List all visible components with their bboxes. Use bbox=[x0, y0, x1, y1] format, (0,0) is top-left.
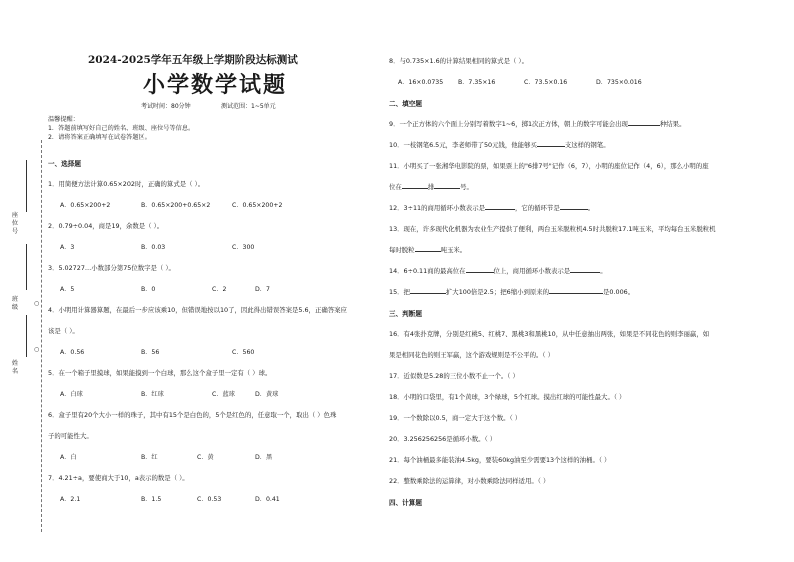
answer-blank[interactable] bbox=[560, 203, 588, 210]
option-c[interactable]: C．73.5×0.16 bbox=[524, 79, 568, 86]
question-16-cont: 果是相同花色的则王军赢，这个游戏规则是不公平的。（ ） bbox=[389, 351, 554, 359]
binding-circle: ○ bbox=[34, 346, 40, 353]
option-a[interactable]: A．0.56 bbox=[60, 349, 85, 356]
option-d[interactable]: D．黑 bbox=[255, 454, 273, 461]
option-c[interactable]: C．300 bbox=[232, 244, 255, 251]
tip-item: 2．请将答案正确填写在试卷答题区。 bbox=[48, 134, 151, 141]
tips-heading: 温馨提醒： bbox=[48, 116, 79, 123]
option-b[interactable]: B．红球 bbox=[141, 391, 164, 398]
option-a[interactable]: A．白 bbox=[60, 454, 77, 461]
option-c[interactable]: C．2 bbox=[212, 286, 227, 293]
binding-dashed-line bbox=[41, 140, 42, 532]
q9-text-end: 种结果。 bbox=[659, 120, 686, 128]
option-a[interactable]: A．0.65×200+2 bbox=[60, 202, 111, 209]
option-a[interactable]: A．白球 bbox=[60, 391, 83, 398]
question-9 bbox=[389, 119, 685, 128]
answer-blank[interactable] bbox=[434, 182, 460, 189]
question-8: 8．与0.735×1.6的计算结果相同的算式是（ ）。 bbox=[389, 57, 528, 65]
option-b[interactable]: B．红 bbox=[141, 454, 158, 461]
class-label: 班级 bbox=[11, 296, 19, 311]
question-17: 17．近似数是5.28的三位小数不止一个。（ ） bbox=[389, 372, 519, 380]
tip-item: 1．答题前填写好自己的姓名、班级、座位号等信息。 bbox=[48, 125, 195, 132]
q10-text: 10．一枝钢笔6.5元，李老师带了50元钱，他能够买 bbox=[389, 141, 537, 149]
option-d[interactable]: D．735×0.016 bbox=[596, 79, 642, 86]
question-14 bbox=[389, 266, 607, 275]
option-b[interactable]: B．0 bbox=[141, 286, 156, 293]
question-22: 22．整数乘除法的运算律，对小数乘除法同样适用。（ ） bbox=[389, 477, 550, 485]
question-6-cont: 子的可能性大。 bbox=[48, 432, 93, 440]
seat-line bbox=[26, 160, 27, 212]
q15-text-mid: 扩大100倍是2.5；把6缩小到原来的 bbox=[445, 288, 550, 296]
question-19: 19．一个数除以0.5，商一定大于这个数。（ ） bbox=[389, 414, 522, 422]
q11-text-mid: 排 bbox=[427, 183, 435, 191]
name-label: 姓名 bbox=[11, 360, 19, 375]
question-6: 6．盒子里有20个大小一样的珠子，其中有15个是白色的，5个是红色的，任意取一个，取出（ ）色珠 bbox=[48, 411, 337, 419]
question-4-cont: 该是（ ）。 bbox=[48, 327, 79, 335]
option-a[interactable]: A．16×0.0735 bbox=[398, 79, 444, 86]
question-13: 13．现在，许多现代化机器为农业生产提供了便利，两台玉米脱粒机4.5时共脱粒17.1吨玉米，平均每台玉米脱粒机 bbox=[389, 225, 716, 233]
q13-text-end: 吨玉米。 bbox=[440, 246, 467, 254]
q12-text-end: 。 bbox=[587, 204, 595, 212]
option-b[interactable]: B．0.03 bbox=[141, 244, 166, 251]
option-d[interactable]: D．0.41 bbox=[255, 496, 280, 503]
seat-label: 座位号 bbox=[11, 212, 19, 235]
question-20: 20．3.256256256是循环小数。（ ） bbox=[389, 435, 497, 443]
question-7: 7．4.21÷a，要使商大于10，a表示的数是（ ）。 bbox=[48, 474, 189, 482]
q14-text: 14．6÷0.11商的最高位在 bbox=[389, 267, 466, 275]
q11-text-end: 号。 bbox=[460, 183, 473, 191]
answer-blank[interactable] bbox=[549, 287, 603, 294]
question-18: 18．小明的口袋里，有1个黄球，3个绿球，5个红球。摸出红球的可能性最大。（ ） bbox=[389, 393, 626, 401]
exam-subtitle: 小学数学试题 bbox=[143, 72, 288, 98]
exam-scope: 测试范围：1~5单元 bbox=[221, 103, 276, 110]
q14-text-end: 。 bbox=[600, 267, 607, 275]
answer-blank[interactable] bbox=[485, 203, 515, 210]
question-11: 11．小明买了一张湘华电影院的票，如果票上的"6排7号"记作（6，7），小明的座位记作（4，6），那么小明的座 bbox=[389, 162, 709, 170]
option-c[interactable]: C．黄 bbox=[197, 454, 214, 461]
class-line bbox=[26, 244, 27, 290]
question-15 bbox=[389, 287, 634, 296]
answer-blank[interactable] bbox=[466, 266, 494, 273]
q15-text-end: 是0.006。 bbox=[603, 288, 635, 296]
question-1: 1．用简便方法计算0.65×202时，正确的算式是（ ）。 bbox=[48, 180, 205, 188]
option-b[interactable]: B．7.35×16 bbox=[458, 79, 496, 86]
option-a[interactable]: A．3 bbox=[60, 244, 75, 251]
question-12 bbox=[389, 203, 594, 212]
answer-blank[interactable] bbox=[415, 245, 441, 252]
option-d[interactable]: D．7 bbox=[255, 286, 270, 293]
question-13-cont bbox=[389, 245, 466, 254]
answer-blank[interactable] bbox=[628, 119, 660, 126]
q13-text: 每时脱粒 bbox=[389, 246, 415, 254]
q9-text: 9．一个正方体的六个面上分别写着数字1~6，掷1次正方体，朝上的数字可能会出现 bbox=[389, 120, 628, 128]
option-c[interactable]: C．0.65×200+2 bbox=[232, 202, 283, 209]
option-d[interactable]: D．黄球 bbox=[255, 391, 279, 398]
option-c[interactable]: C．0.53 bbox=[197, 496, 222, 503]
option-c[interactable]: C．蓝球 bbox=[212, 391, 235, 398]
exam-time: 考试时间：80分钟 bbox=[141, 103, 191, 110]
answer-blank[interactable] bbox=[570, 266, 600, 273]
section-heading-judge: 三、判断题 bbox=[389, 310, 422, 318]
binding-circle: ○ bbox=[34, 300, 40, 307]
question-10 bbox=[389, 140, 610, 149]
answer-blank[interactable] bbox=[402, 182, 428, 189]
option-c[interactable]: C．560 bbox=[232, 349, 255, 356]
question-11-cont bbox=[389, 182, 473, 191]
section-heading-calc: 四、计算题 bbox=[389, 499, 422, 507]
section-heading-fill: 二、填空题 bbox=[389, 100, 422, 108]
question-21: 21．每个油桶最多能装油4.5kg，要装60kg油至少需要13个这样的油桶。（ ） bbox=[389, 456, 611, 464]
q12-text: 12．3÷11的商用循环小数表示是 bbox=[389, 204, 485, 212]
option-b[interactable]: B．1.5 bbox=[141, 496, 162, 503]
exam-title: 2024-2025学年五年级上学期阶段达标测试 bbox=[88, 54, 298, 66]
option-b[interactable]: B．0.65×200+0.65×2 bbox=[141, 202, 211, 209]
question-5: 5．在一个箱子里摸球，如果能摸到一个白球，那么这个盒子里一定有（ ）球。 bbox=[48, 369, 272, 377]
question-3: 3．5.02727…小数部分第75位数字是（ ）。 bbox=[48, 264, 175, 272]
answer-blank[interactable] bbox=[410, 287, 446, 294]
question-4: 4．小明用计算器算题，在最后一步应该乘10，但错误地按以10了，因此得出错误答案是5.6，正确答案应 bbox=[48, 306, 347, 314]
question-16: 16．有4张扑克牌，分别是红桃5、红桃7、黑桃3和黑桃10，从中任意抽出两张，如果是不同花色的则李丽赢，如 bbox=[389, 330, 710, 338]
question-2: 2．0.79÷0.04，商是19，余数是（ ）。 bbox=[48, 222, 164, 230]
q14-text-mid: 位上，商用循环小数表示是 bbox=[493, 267, 571, 275]
option-b[interactable]: B．56 bbox=[141, 349, 160, 356]
option-a[interactable]: A．2.1 bbox=[60, 496, 81, 503]
answer-blank[interactable] bbox=[537, 140, 565, 147]
q15-text: 15．把 bbox=[389, 288, 410, 296]
q10-text-end: 支这样的钢笔。 bbox=[564, 141, 610, 149]
option-a[interactable]: A．5 bbox=[60, 286, 75, 293]
name-line bbox=[26, 315, 27, 357]
section-heading-choice: 一、选择题 bbox=[48, 160, 81, 168]
q12-text-mid: ，它的循环节是 bbox=[514, 204, 560, 212]
q11-text: 位在 bbox=[389, 183, 402, 191]
